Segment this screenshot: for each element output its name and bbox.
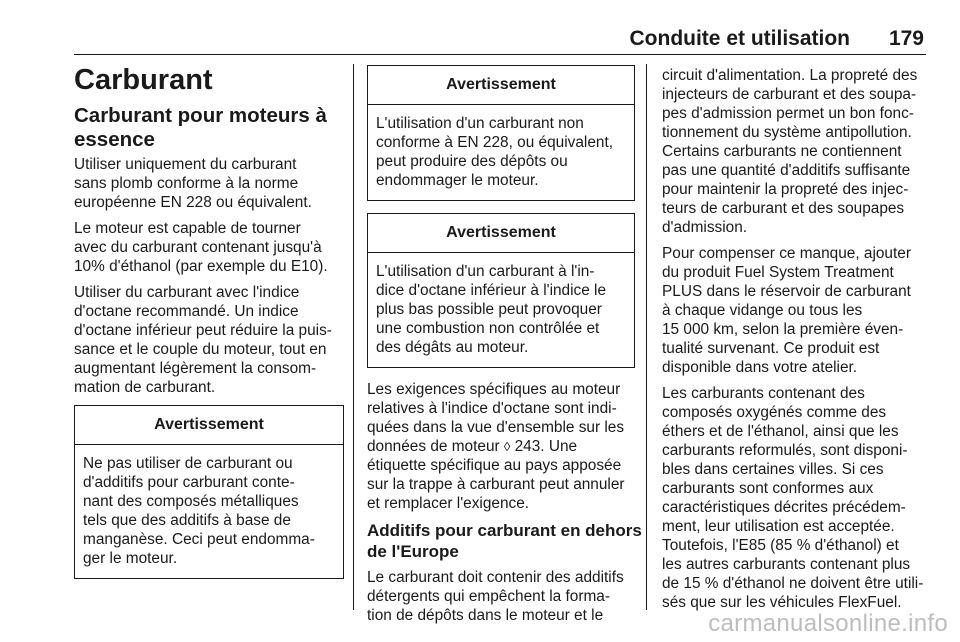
- subsection-heading: [367, 520, 642, 562]
- text-line: de 15 % d'éthanol ne doivent être utili-: [662, 575, 924, 592]
- text-line: Utiliser uniquement du carburant: [74, 156, 297, 173]
- text-line: avec du carburant contenant jusqu'à: [74, 239, 322, 256]
- text-line: quées dans la vue d'ensemble sur les: [367, 419, 625, 436]
- paragraph: [74, 155, 344, 212]
- paragraph: [367, 380, 635, 513]
- paragraph: [662, 384, 930, 612]
- text-line: des dégâts au moteur.: [376, 339, 529, 356]
- page-reference[interactable]: 243. Une: [510, 438, 578, 455]
- text-line: manganèse. Ceci peut endomma-: [83, 531, 315, 548]
- text-line: disponible dans votre atelier.: [662, 359, 858, 376]
- text-line: nant des composés métalliques: [83, 493, 299, 510]
- paragraph: [74, 283, 344, 397]
- text-line: Utiliser du carburant avec l'indice: [74, 284, 300, 301]
- warning-title: Avertissement: [75, 406, 343, 445]
- text-line: une combustion non contrôlée et: [376, 320, 600, 337]
- text-line: caractéristiques décrites précédem-: [662, 499, 906, 516]
- text-line: tualité survenant. Ce produit est: [662, 340, 880, 357]
- text-line: détergents qui empêchent la forma-: [367, 588, 610, 605]
- page-reference-arrow-icon: ◊: [503, 439, 511, 454]
- text-line: ger le moteur.: [83, 550, 178, 567]
- text-line: d'additifs pour carburant conte-: [83, 474, 295, 491]
- text-line: PLUS dans le réservoir de carburant: [662, 283, 911, 300]
- text-line: 10% d'éthanol (par exemple du E10).: [74, 258, 328, 275]
- text-line: carburants sont conformes aux: [662, 480, 874, 497]
- text-line: Ne pas utiliser de carburant ou: [83, 455, 293, 472]
- text-line: et remplacer l'exigence.: [367, 495, 530, 512]
- text-line: européenne EN 228 ou équivalent.: [74, 194, 312, 211]
- text-line: dice d'octane inférieur à l'indice le: [376, 282, 607, 299]
- warning-title: Avertissement: [368, 214, 634, 253]
- text-line: L'utilisation d'un carburant à l'in-: [376, 263, 595, 280]
- text-line: pes d'admission permet un bon fonc-: [662, 105, 914, 122]
- text-line: sur la trappe à carburant peut annuler: [367, 476, 625, 493]
- text-line: à chaque vidange ou tous les: [662, 302, 863, 319]
- text-line: d'admission.: [662, 219, 748, 236]
- text-line: composés oxygénés comme des: [662, 404, 887, 421]
- text-line: circuit d'alimentation. La propreté des: [662, 67, 918, 84]
- text-line: bles dans certaines villes. Si ces: [662, 461, 884, 478]
- warning-body: [368, 105, 634, 200]
- text-line: d'octane recommandé. Un indice: [74, 303, 299, 320]
- text-line: peut produire des dépôts ou: [376, 153, 568, 170]
- text-line: endommager le moteur.: [376, 172, 539, 189]
- text-line: teurs de carburant et des soupapes: [662, 200, 905, 217]
- text-line: tels que des additifs à base de: [83, 512, 291, 529]
- text-line: sance et le couple du moteur, tout en: [74, 341, 327, 358]
- heading-line: de l'Europe: [367, 542, 459, 561]
- text-line: 15 000 km, selon la première éven-: [662, 321, 904, 338]
- text-line: Le carburant doit contenir des additifs: [367, 569, 624, 586]
- warning-box: [367, 65, 635, 201]
- section-title: Conduite et utilisation: [629, 27, 850, 50]
- text-line: mation de carburant.: [74, 379, 216, 396]
- subsection-heading: [74, 104, 344, 152]
- column-divider-1: [353, 64, 354, 610]
- text-line: sés que sur les véhicules FlexFuel.: [662, 594, 902, 611]
- text-line: du produit Fuel System Treatment: [662, 264, 894, 281]
- text-line: pour maintenir la propreté des injec-: [662, 181, 909, 198]
- text-line: sans plomb conforme à la norme: [74, 175, 299, 192]
- heading-line: Carburant pour moteurs à: [74, 104, 327, 127]
- text-line: Les exigences spécifiques au moteur: [367, 381, 621, 398]
- section-heading: Carburant: [74, 64, 213, 96]
- warning-box: [367, 213, 635, 368]
- heading-line: essence: [74, 128, 155, 151]
- text-line: Le moteur est capable de tourner: [74, 220, 301, 237]
- column-3: [662, 66, 930, 619]
- watermark: carmanualsonline.info: [708, 610, 948, 637]
- text-line: Toutefois, l'E85 (85 % d'éthanol) et: [662, 537, 899, 554]
- header-rule: [74, 54, 926, 55]
- heading-line: Additifs pour carburant en dehors: [367, 521, 642, 540]
- text-line: augmentant légèrement la consom-: [74, 360, 317, 377]
- warning-box: [74, 405, 344, 579]
- column-divider-2: [646, 64, 647, 610]
- text-line: relatives à l'indice d'octane sont indi-: [367, 400, 617, 417]
- warning-body: [368, 253, 634, 367]
- text-line: carburants reformulés, sont disponi-: [662, 442, 908, 459]
- text-line: les autres carburants contenant plus: [662, 556, 911, 573]
- warning-title: Avertissement: [368, 66, 634, 105]
- paragraph: [662, 66, 930, 237]
- text-line: pas une quantité d'additifs suffisante: [662, 162, 911, 179]
- text-line: Certains carburants ne contiennent: [662, 143, 902, 160]
- text-line: étiquette spécifique au pays apposée: [367, 457, 622, 474]
- text-fragment: données de moteur: [367, 438, 504, 455]
- text-line: L'utilisation d'un carburant non: [376, 115, 584, 132]
- paragraph: [662, 244, 930, 377]
- paragraph: [74, 219, 344, 276]
- text-line: ment, leur utilisation est acceptée.: [662, 518, 895, 535]
- text-line: d'octane inférieur peut réduire la puis-: [74, 322, 332, 339]
- page-number: 179: [888, 27, 924, 50]
- text-line: Les carburants contenant des: [662, 385, 865, 402]
- text-line: éthers et de l'éthanol, ainsi que les: [662, 423, 899, 440]
- text-line: tion de dépôts dans le moteur et le: [367, 607, 604, 624]
- text-line: conforme à EN 228, ou équivalent,: [376, 134, 613, 151]
- text-line: tionnement du système antipollution.: [662, 124, 912, 141]
- column-2: [367, 57, 642, 632]
- paragraph: [367, 568, 635, 625]
- text-line-with-reference: [367, 437, 635, 456]
- warning-body: [75, 445, 343, 578]
- text-line: injecteurs de carburant et des soupa-: [662, 86, 917, 103]
- text-line: plus bas possible peut provoquer: [376, 301, 602, 318]
- text-line: Pour compenser ce manque, ajouter: [662, 245, 911, 262]
- column-1: [74, 64, 344, 591]
